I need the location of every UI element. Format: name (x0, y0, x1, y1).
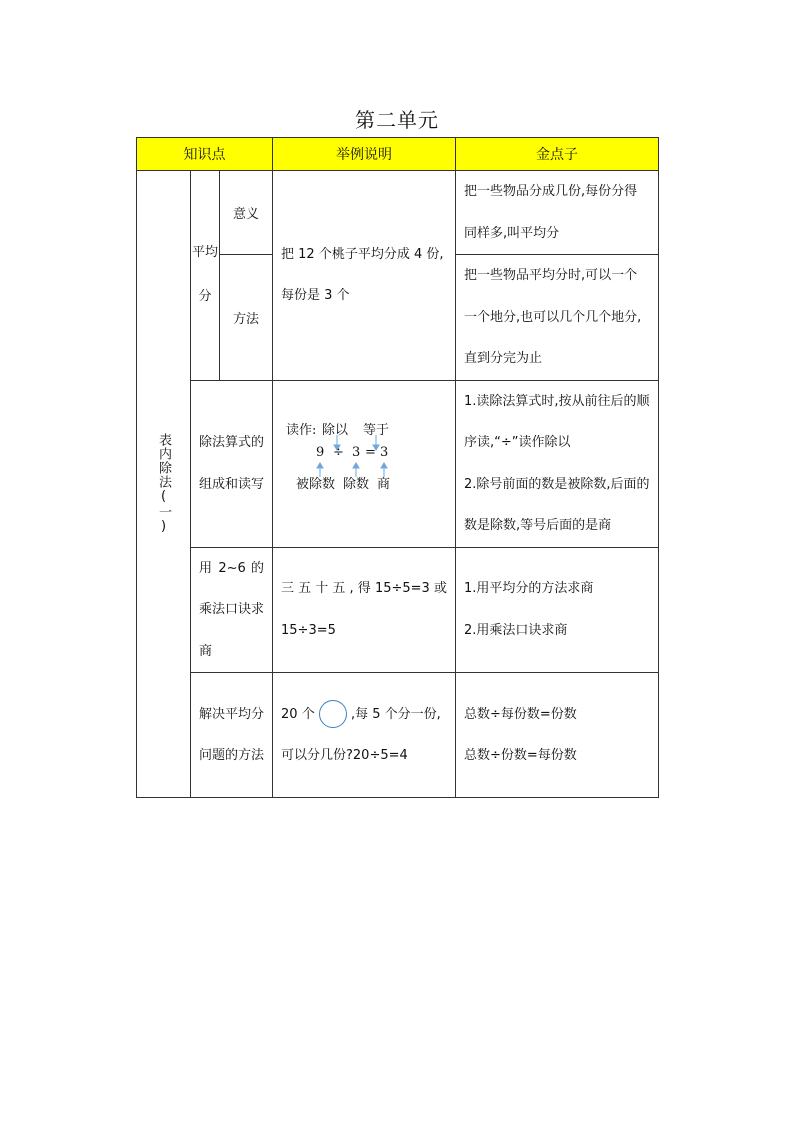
header-tips: 金点子 (456, 138, 659, 171)
diagram-divisor-name: 除数 (343, 476, 370, 492)
knowledge-table (136, 137, 659, 798)
diagram-dividend: 9 (316, 444, 325, 460)
division-tips-cell (456, 380, 659, 547)
topic-label: 表内除法(一) (156, 433, 171, 535)
header-example: 举例说明 (273, 138, 456, 171)
division-label-cell (191, 380, 273, 547)
problem-label: 解决平均分问题的方法 (199, 706, 265, 763)
tip-meaning-cell (456, 171, 659, 255)
table-header-row (137, 138, 659, 171)
average-example: 把 12 个桃子平均分成 4 份,每份是 3 个 (281, 246, 444, 304)
problem-tip-1: 总数÷每份数=份数 (464, 706, 577, 722)
multiplication-label: 用 2~6 的乘法口诀求商 (199, 560, 265, 659)
division-tip-1: 1.读除法算式时,按从前往后的顺序读,“÷”读作除以 (464, 393, 650, 450)
table-row (137, 171, 659, 255)
average-label: 平均分 (191, 245, 218, 305)
header-knowledge: 知识点 (137, 138, 273, 171)
division-diagram-cell (273, 380, 456, 547)
diagram-quotient-name: 商 (377, 476, 391, 492)
arrowhead-dividend (317, 463, 323, 468)
table-row (137, 547, 659, 673)
tip-method-cell (456, 255, 659, 381)
problem-example (281, 694, 447, 777)
division-label: 除法算式的组成和读写 (199, 435, 265, 492)
meaning-label-cell (220, 171, 273, 255)
diagram-equals-sign: = (365, 444, 376, 460)
meaning-label: 意义 (233, 207, 260, 222)
tip-method: 把一些物品平均分时,可以一个一个地分,也可以几个几个地分,直到分完为止 (464, 268, 642, 366)
table-row (137, 380, 659, 547)
problem-tip-2: 总数÷份数=每份数 (464, 748, 577, 763)
multiplication-example-cell (273, 547, 456, 673)
average-label-cell (191, 171, 220, 381)
diagram-division-sign: ÷ (333, 444, 344, 460)
diagram-divisor: 3 (352, 444, 361, 460)
problem-example-a: 20 个 (281, 706, 315, 722)
division-diagram (284, 419, 444, 509)
page-title: 第二单元 (355, 108, 439, 132)
problem-example-b: ,每 5 个分一份,可以分几份?20÷5=4 (281, 706, 441, 763)
multiplication-label-cell (191, 547, 273, 673)
problem-tips-cell (456, 673, 659, 798)
multiplication-example: 三 五 十 五 , 得 15÷5=3 或 15÷3=5 (281, 581, 447, 638)
tip-meaning: 把一些物品分成几份,每份分得同样多,叫平均分 (464, 184, 638, 241)
method-label-cell (220, 255, 273, 381)
average-example-cell (273, 171, 456, 381)
table-row (137, 673, 659, 798)
division-tip-2: 2.除号前面的数是被除数,后面的数是除数,等号后面的是商 (464, 476, 650, 533)
multiplication-tips-cell (456, 547, 659, 673)
multiplication-tip-2: 2.用乘法口诀求商 (464, 622, 568, 638)
topic-cell (137, 171, 191, 798)
multiplication-tip-1: 1.用平均分的方法求商 (464, 581, 594, 597)
diagram-dividend-name: 被除数 (296, 476, 336, 492)
blank-circle (319, 700, 347, 728)
method-label: 方法 (233, 311, 260, 327)
arrowhead-divisor (353, 463, 359, 468)
diagram-divided-by: 除以 (322, 422, 349, 438)
arrowhead-quotient (381, 463, 387, 468)
diagram-equals: 等于 (363, 422, 390, 438)
problem-label-cell (191, 673, 273, 798)
problem-example-cell (273, 673, 456, 798)
diagram-quotient: 3 (380, 444, 389, 460)
diagram-read-as: 读作: (286, 422, 317, 438)
